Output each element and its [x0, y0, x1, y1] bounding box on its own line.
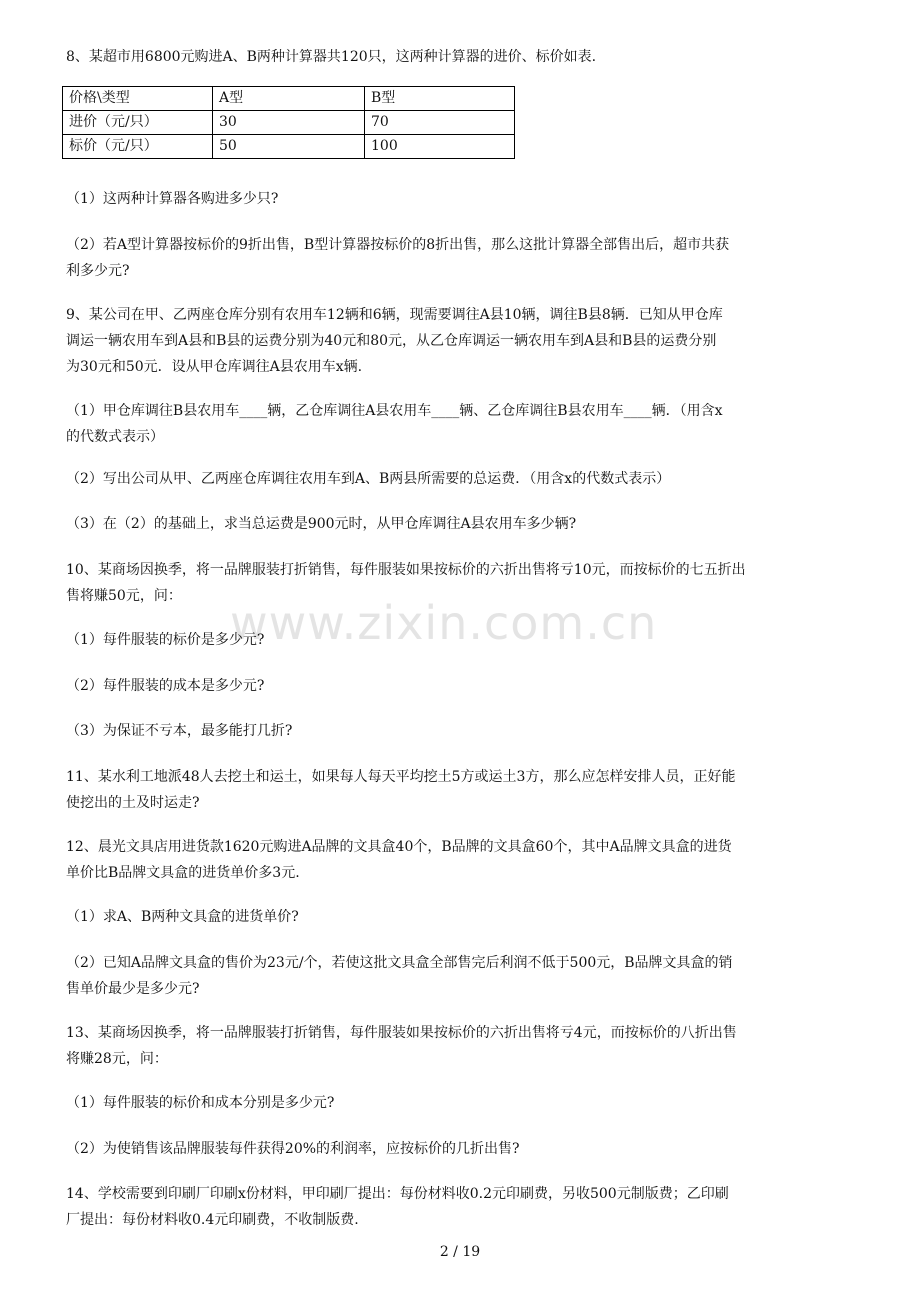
q8-sub2-line1: （2）若A型计算器按标价的9折出售，B型计算器按标价的8折出售，那么这批计算器全部售出后，超市共获 — [66, 237, 730, 253]
q12-sub2-line1: （2）已知A品牌文具盒的售价为23元/个，若使这批文具盒全部售完后利润不低于500元，B品牌文具盒的销 — [66, 955, 733, 971]
q14-line2: 厂提出：每份材料收0.4元印刷费，不收制版费. — [66, 1212, 359, 1228]
q10-sub3: （3）为保证不亏本，最多能打几折? — [66, 723, 293, 739]
q8-stem: 8、某超市用6800元购进A、B两种计算器共120只，这两种计算器的进价、标价如表. — [66, 49, 597, 65]
q10-sub1: （1）每件服装的标价是多少元? — [66, 632, 265, 648]
q14-line1: 14、学校需要到印刷厂印刷x份材料，甲印刷厂提出：每份材料收0.2元印刷费，另收500元制版费；乙印刷 — [66, 1186, 729, 1202]
q13-line1: 13、某商场因换季，将一品牌服装打折销售，每件服装如果按标价的六折出售将亏4元，而按标价的八折出售 — [66, 1025, 737, 1041]
q13-sub1: （1）每件服装的标价和成本分别是多少元? — [66, 1095, 335, 1111]
q13-sub2: （2）为使销售该品牌服装每件获得20%的利润率，应按标价的几折出售? — [66, 1141, 520, 1157]
table-cell: 标价（元/只） — [63, 135, 213, 159]
q9-line1: 9、某公司在甲、乙两座仓库分别有农用车12辆和6辆，现需要调往A县10辆，调往B县8辆．已知从甲仓库 — [66, 307, 723, 323]
page-number: 2 / 19 — [439, 1244, 481, 1260]
table-row — [63, 135, 515, 159]
q10-line1: 10、某商场因换季，将一品牌服装打折销售，每件服装如果按标价的六折出售将亏10元，而按标价的七五折出 — [66, 562, 746, 578]
q12-sub1: （1）求A、B两种文具盒的进货单价? — [66, 909, 299, 925]
table-header-cell: B型 — [365, 87, 515, 111]
q11-line1: 11、某水利工地派48人去挖土和运土，如果每人每天平均挖土5方或运土3方，那么应怎样安排人员，正好能 — [66, 769, 736, 785]
q13-line2: 将赚28元，问： — [66, 1051, 168, 1067]
table-cell: 100 — [365, 135, 515, 159]
q12-sub2-line2: 售单价最少是多少元? — [66, 981, 200, 997]
table-header-row — [63, 87, 515, 111]
q9-sub3: （3）在（2）的基础上，求当总运费是900元时，从甲仓库调往A县农用车多少辆? — [66, 516, 577, 532]
q12-line2: 单价比B品牌文具盒的进货单价多3元. — [66, 865, 300, 881]
q11-line2: 使挖出的土及时运走? — [66, 795, 200, 811]
table-row — [63, 111, 515, 135]
table-cell: 50 — [213, 135, 365, 159]
table-cell: 进价（元/只） — [63, 111, 213, 135]
q10-sub2: （2）每件服装的成本是多少元? — [66, 678, 265, 694]
q9-line2: 调运一辆农用车到A县和B县的运费分别为40元和80元，从乙仓库调运一辆农用车到A县和B县的运费分别 — [66, 333, 717, 349]
table-header-cell: A型 — [213, 87, 365, 111]
q9-sub1-line2: 的代数式表示） — [66, 429, 164, 445]
q10-line2: 售将赚50元，问： — [66, 588, 182, 604]
table-header-cell: 价格\类型 — [63, 87, 213, 111]
watermark: www.zixin.com.cn — [230, 596, 658, 650]
q8-sub1: （1）这两种计算器各购进多少只? — [66, 191, 279, 207]
table-cell: 30 — [213, 111, 365, 135]
q9-line3: 为30元和50元．设从甲仓库调往A县农用车x辆. — [66, 359, 363, 375]
table-cell: 70 — [365, 111, 515, 135]
q12-line1: 12、晨光文具店用进货款1620元购进A品牌的文具盒40个，B品牌的文具盒60个，其中A品牌文具盒的进货 — [66, 839, 732, 855]
price-table — [62, 86, 515, 159]
q8-sub2-line2: 利多少元? — [66, 263, 130, 279]
q9-sub2: （2）写出公司从甲、乙两座仓库调往农用车到A、B两县所需要的总运费．（用含x的代数式表示） — [66, 471, 671, 487]
q9-sub1-line1: （1）甲仓库调往B县农用车____辆，乙仓库调往A县农用车____辆、乙仓库调往B县农用车____辆．（用含x — [66, 403, 723, 419]
